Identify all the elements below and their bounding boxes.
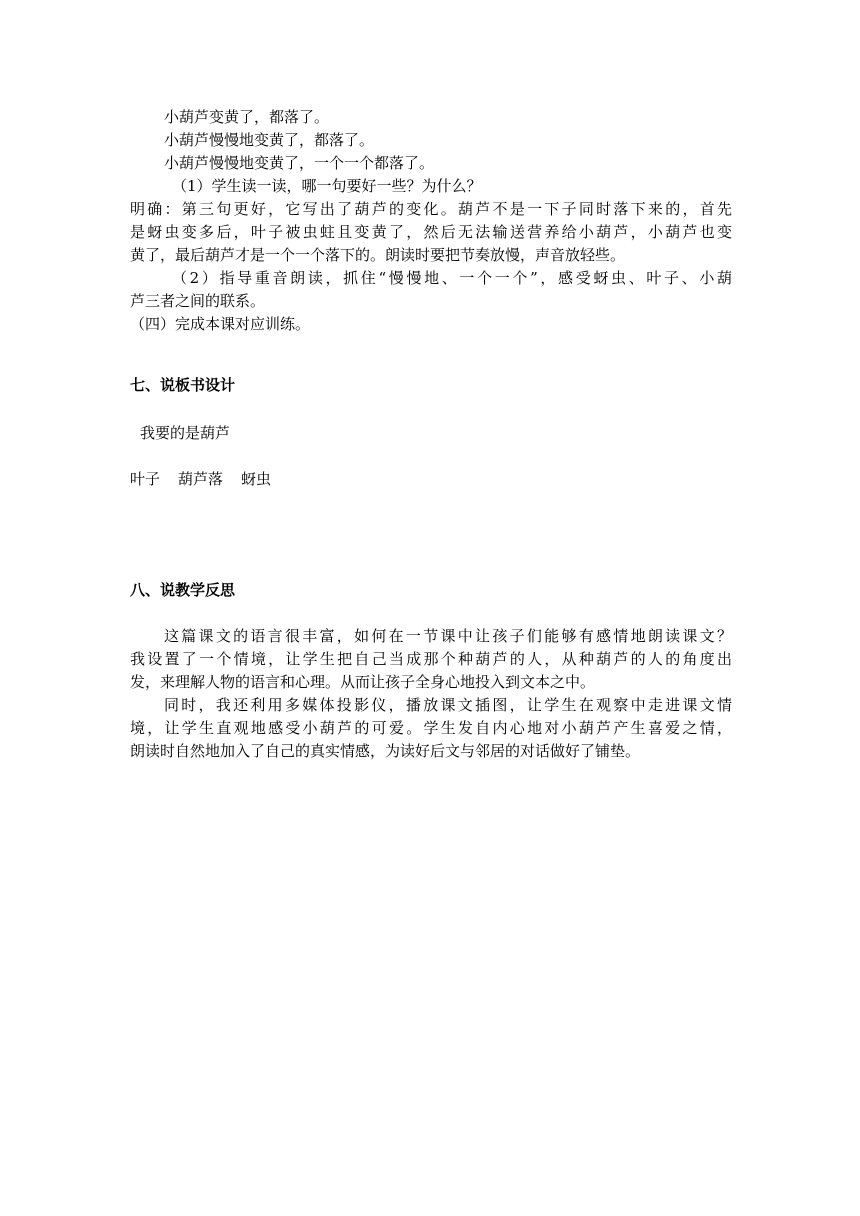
example-sentence-1: 小葫芦变黄了，都落了。 [164, 108, 330, 126]
reflection-para-2-line-3: 朗读时自然地加入了自己的真实情感，为读好后文与邻居的对话做好了铺垫。 [130, 742, 641, 760]
reflection-para-2-line-1: 同时，我还利用多媒体投影仪，播放课文插图，让学生在观察中走进课文情 [164, 696, 732, 714]
reflection-para-1-line-1: 这篇课文的语言很丰富，如何在一节课中让孩子们能够有感情地朗读课文？ [164, 627, 732, 645]
reflection-para-1-line-3: 发，来理解人物的语言和心理。从而让孩子全身心地投入到文本之中。 [130, 673, 596, 691]
board-item-leaves: 叶子 [130, 470, 161, 488]
reflection-para-1-line-2: 我设置了一个情境，让学生把自己当成那个种葫芦的人，从种葫芦的人的角度出 [130, 650, 732, 668]
board-item-aphids: 蚜虫 [241, 470, 272, 488]
step-4: （四）完成本课对应训练。 [130, 315, 311, 333]
reflection-para-2-line-2: 境，让学生直观地感受小葫芦的可爱。学生发自内心地对小葫芦产生喜爱之情， [130, 719, 732, 737]
answer-line-1: 明确：第三句更好，它写出了葫芦的变化。葫芦不是一下子同时落下来的，首先 [130, 200, 732, 218]
board-item-gourds-fall: 葫芦落 [178, 470, 224, 488]
answer-line-3: 黄了，最后葫芦才是一个一个落下的。朗读时要把节奏放慢，声音放轻些。 [130, 246, 626, 264]
board-items [130, 468, 732, 491]
example-sentence-3: 小葫芦慢慢地变黄了，一个一个都落了。 [164, 154, 435, 172]
answer-line-2: 是蚜虫变多后，叶子被虫蛀且变黄了，然后无法输送营养给小葫芦，小葫芦也变 [130, 223, 732, 241]
question-2-line-1: （2）指导重音朗读，抓住“慢慢地、一个一个”，感受蚜虫、叶子、小葫 [172, 269, 732, 287]
section-8-heading: 八、说教学反思 [130, 581, 236, 599]
example-sentence-2: 小葫芦慢慢地变黄了，都落了。 [164, 131, 375, 149]
question-2-line-2: 芦三者之间的联系。 [130, 292, 266, 310]
section-7-heading: 七、说板书设计 [130, 376, 236, 394]
board-title: 我要的是葫芦 [140, 424, 231, 442]
question-1: （1）学生读一读，哪一句要好一些？为什么？ [172, 177, 482, 195]
